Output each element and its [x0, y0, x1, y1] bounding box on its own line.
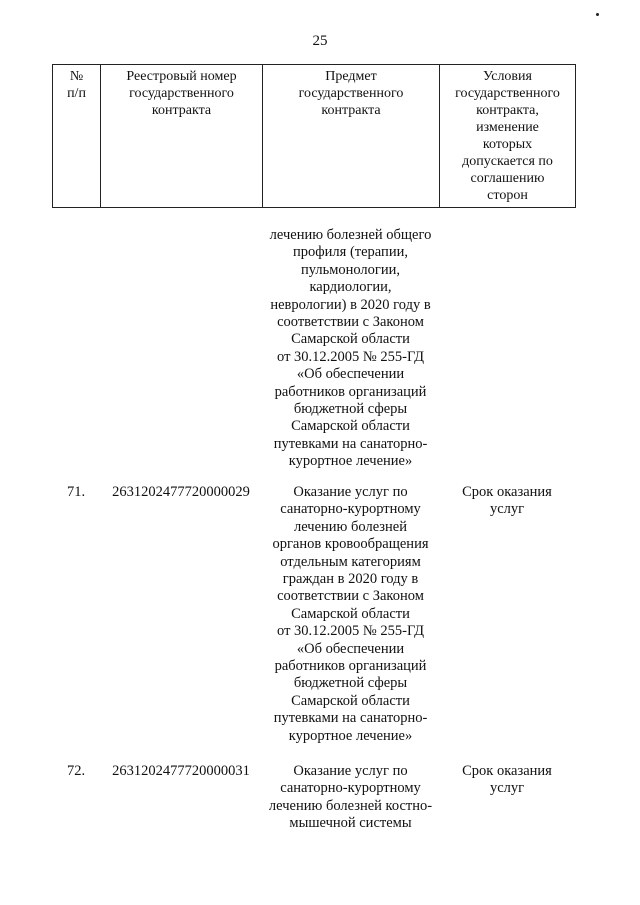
subject-line: бюджетной сферы	[293, 675, 408, 692]
header-line: контракта	[321, 103, 381, 118]
row-subject	[262, 484, 439, 745]
header-line: соглашению	[470, 171, 545, 186]
row-number: 72.	[66, 763, 86, 779]
header-cell-registry	[101, 65, 263, 208]
subject-line: Самарской области	[291, 331, 410, 348]
subject-line: профиля (терапии,	[293, 244, 408, 261]
row-subject	[262, 763, 439, 833]
header-line: изменение	[476, 120, 539, 135]
subject-line: Самарской области	[291, 418, 410, 435]
row-conditions	[439, 484, 575, 519]
subject-line: путевками на санаторно-	[273, 710, 428, 727]
subject-line: пульмонологии,	[300, 261, 401, 278]
stray-ink-dot	[596, 13, 599, 16]
subject-line: кардиологии,	[309, 279, 392, 296]
subject-line: граждан в 2020 году в	[282, 571, 419, 588]
header-cell-number	[53, 65, 101, 208]
subject-line: бюджетной сферы	[293, 401, 408, 418]
table-header	[52, 64, 576, 208]
subject-line: от 30.12.2005 № 255-ГД	[277, 623, 424, 640]
header-line: допускается по	[462, 154, 553, 169]
subject-line: путевками на санаторно-	[273, 435, 428, 452]
header-line: п/п	[67, 86, 86, 101]
header-line: государственного	[298, 86, 404, 101]
condition-line: услуг	[489, 501, 525, 518]
subject-line: Самарской области	[291, 692, 410, 709]
condition-line: услуг	[489, 780, 525, 797]
header-line: Условия	[483, 69, 532, 84]
subject-line: Самарской области	[291, 605, 410, 622]
condition-line: Срок оказания	[462, 763, 552, 779]
header-line: Реестровый номер	[126, 69, 237, 84]
subject-line: санаторно-курортному	[280, 780, 421, 797]
header-cell-subject	[263, 65, 440, 208]
header-line: государственного	[129, 86, 234, 101]
subject-line: от 30.12.2005 № 255-ГД	[277, 348, 424, 365]
page-number: 25	[312, 33, 328, 49]
header-row	[53, 65, 576, 208]
subject-line: «Об обеспечении	[296, 366, 405, 383]
header-line: Предмет	[325, 69, 377, 84]
row-number: 71.	[66, 484, 86, 500]
subject-line: органов кровообращения	[272, 536, 429, 553]
registry-number: 2631202477720000029	[112, 484, 250, 500]
subject-line: санаторно-курортному	[280, 501, 421, 518]
subject-line: курортное лечение»	[288, 727, 413, 744]
subject-line: работников организаций	[274, 383, 427, 400]
header-line: которых	[482, 137, 533, 152]
header-line: контракта,	[476, 103, 539, 118]
subject-line: лечению болезней костно-	[268, 797, 433, 814]
subject-line: соответствии с Законом	[277, 314, 424, 331]
subject-line: мышечной системы	[289, 815, 412, 832]
subject-line: соответствии с Законом	[277, 588, 424, 605]
subject-line: «Об обеспечении	[296, 640, 405, 657]
row-conditions	[439, 763, 575, 798]
continuation-subject	[262, 227, 439, 471]
registry-number: 2631202477720000031	[112, 763, 250, 779]
header-line: сторон	[487, 188, 528, 203]
condition-line: Срок оказания	[462, 484, 552, 500]
subject-line: неврологии) в 2020 году в	[270, 296, 431, 313]
header-cell-conditions	[440, 65, 576, 208]
subject-line: Оказание услуг по	[293, 763, 408, 779]
header-line: государственного	[455, 86, 560, 101]
subject-line: лечению болезней общего	[269, 227, 432, 243]
subject-line: курортное лечение»	[288, 453, 413, 470]
subject-line: лечению болезней	[294, 518, 407, 535]
subject-line: работников организаций	[274, 658, 427, 675]
header-line: №	[69, 69, 84, 84]
subject-line: отдельным категориям	[280, 553, 421, 570]
header-line: контракта	[151, 103, 212, 118]
subject-line: Оказание услуг по	[293, 484, 408, 500]
